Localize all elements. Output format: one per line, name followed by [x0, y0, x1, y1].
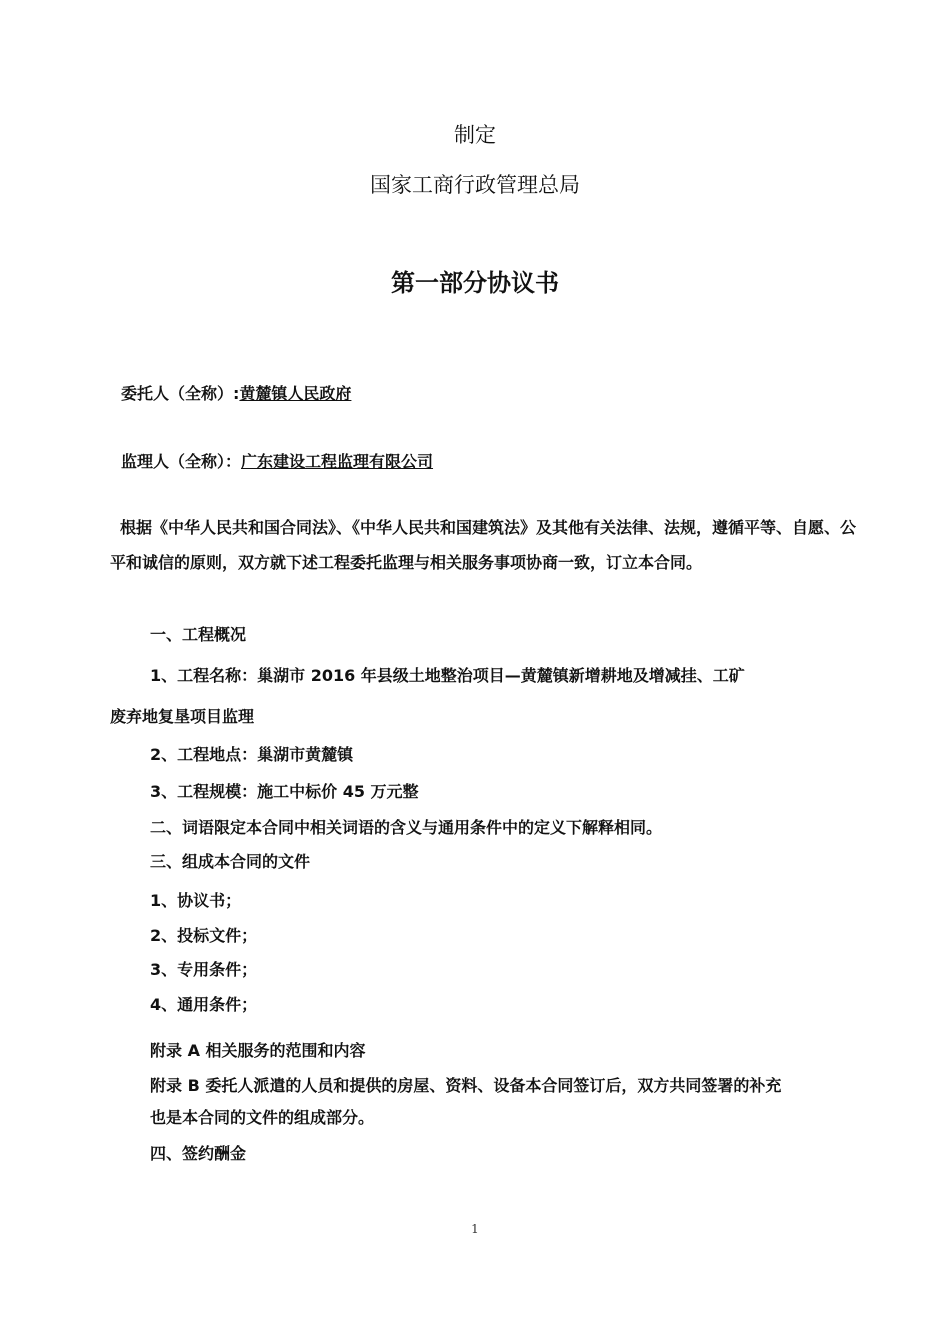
section-1-heading: 一、工程概况	[150, 625, 247, 644]
client-row	[121, 383, 351, 405]
issuer-line-1: 制定	[454, 123, 496, 147]
project-name-continued: 废弃地复垦项目监理	[110, 707, 255, 726]
client-value: 黄麓镇人民政府	[239, 384, 352, 403]
appendix-a: 附录 A 相关服务的范围和内容	[150, 1041, 366, 1060]
section-4-heading: 四、签约酬金	[150, 1144, 247, 1163]
supervisor-label: 监理人（全称）：	[121, 452, 242, 471]
intro-text: 根据《中华人民共和国合同法》、《中华人民共和国建筑法》及其他有关法律、法规，遵循平等、自愿、公平和诚信的原则，双方就下述工程委托监理与相关服务事项协商一致，订立本合同。	[110, 518, 857, 572]
supervisor-value: 广东建设工程监理有限公司	[241, 452, 434, 471]
section-2-heading: 二、词语限定本合同中相关词语的含义与通用条件中的定义下解释相同。	[150, 818, 663, 837]
page-number: 1	[471, 1222, 479, 1236]
document-item-2: 2、投标文件；	[150, 926, 258, 945]
project-scale: 3、工程规模：施工中标价 45 万元整	[150, 782, 419, 801]
project-name-line: 1、工程名称：巢湖市 2016 年县级土地整治项目—黄麓镇新增耕地及增减挂、工矿	[150, 666, 745, 685]
section-3-heading: 三、组成本合同的文件	[150, 852, 311, 871]
document-item-4: 4、通用条件；	[150, 995, 258, 1014]
supervisor-row	[121, 451, 433, 473]
document-item-3: 3、专用条件；	[150, 960, 258, 979]
intro-paragraph	[110, 510, 858, 580]
document-item-1: 1、协议书；	[150, 891, 242, 910]
client-label: 委托人（全称）:	[121, 384, 240, 403]
appendix-b-line-1: 附录 B 委托人派遣的人员和提供的房屋、资料、设备本合同签订后，双方共同签署的补充	[150, 1076, 782, 1095]
document-title: 第一部分协议书	[391, 269, 559, 297]
appendix-b-line-2: 也是本合同的文件的组成部分。	[150, 1108, 375, 1127]
issuer-line-2: 国家工商行政管理总局	[370, 173, 580, 197]
project-location: 2、工程地点：巢湖市黄麓镇	[150, 745, 354, 764]
